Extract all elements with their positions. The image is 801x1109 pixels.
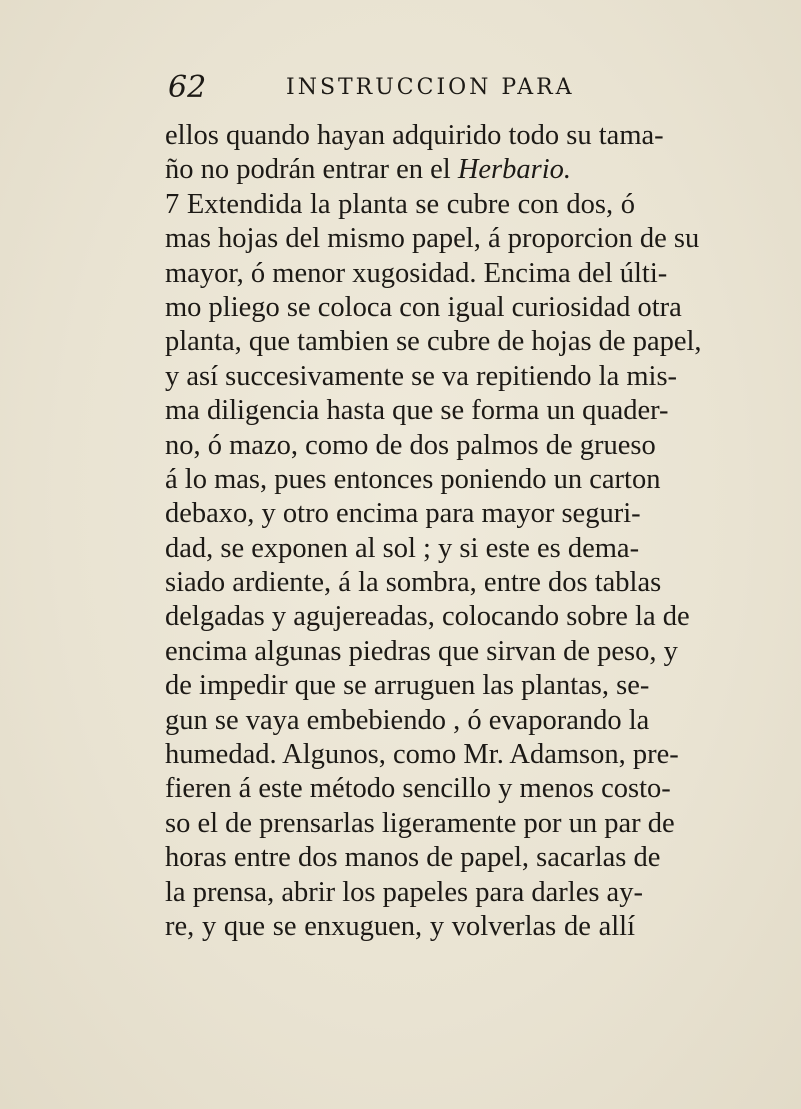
page-header [168, 70, 638, 106]
text-line: gun se vaya embebiendo , ó evaporando la [165, 704, 650, 736]
text-line: mayor, ó menor xugosidad. Encima del últi- [165, 257, 668, 289]
text-line: siado ardiente, á la sombra, entre dos tablas [165, 567, 662, 599]
text-line: ellos quando hayan adquirido todo su tama- [165, 120, 664, 151]
text-line: debaxo, y otro encima para mayor seguri- [165, 498, 641, 530]
text-line: humedad. Algunos, como Mr. Adamson, pre- [165, 739, 679, 771]
text-line-segment: ño no podrán entrar en el [165, 154, 451, 186]
text-line [165, 153, 635, 187]
text-line: dad, se exponen al sol ; y si este es dema- [165, 532, 640, 564]
text-line: horas entre dos manos de papel, sacarlas de [165, 842, 661, 874]
text-line: ma diligencia hasta que se forma un quader- [165, 395, 669, 427]
text-line: fieren á este método sencillo y menos costo- [165, 773, 671, 805]
text-line: 7 Extendida la planta se cubre con dos, ó [165, 188, 635, 220]
italic-term: Herbario. [457, 154, 572, 186]
text-line: mo pliego se coloca con igual curiosidad otra [165, 291, 682, 323]
text-line: no, ó mazo, como de dos palmos de grueso [165, 429, 656, 461]
text-line: planta, que tambien se cubre de hojas de papel, [165, 326, 702, 358]
body-text [165, 119, 702, 944]
page-number: 62 [168, 70, 207, 105]
running-head: INSTRUCCION PARA [286, 75, 575, 100]
text-line: y así succesivamente se va repitiendo la mis- [165, 360, 678, 392]
text-line: á lo mas, pues entonces poniendo un carton [165, 463, 661, 495]
text-line: re, y que se enxuguen, y volverlas de allí [165, 910, 635, 942]
text-line: la prensa, abrir los papeles para darles ay- [165, 876, 643, 908]
text-line: so el de prensarlas ligeramente por un par de [165, 807, 675, 839]
text-line: mas hojas del mismo papel, á proporcion de su [165, 223, 700, 255]
text-line: de impedir que se arruguen las plantas, se- [165, 670, 650, 702]
text-line: delgadas y agujereadas, colocando sobre la de [165, 601, 690, 633]
text-line: encima algunas piedras que sirvan de peso, y [165, 635, 678, 667]
